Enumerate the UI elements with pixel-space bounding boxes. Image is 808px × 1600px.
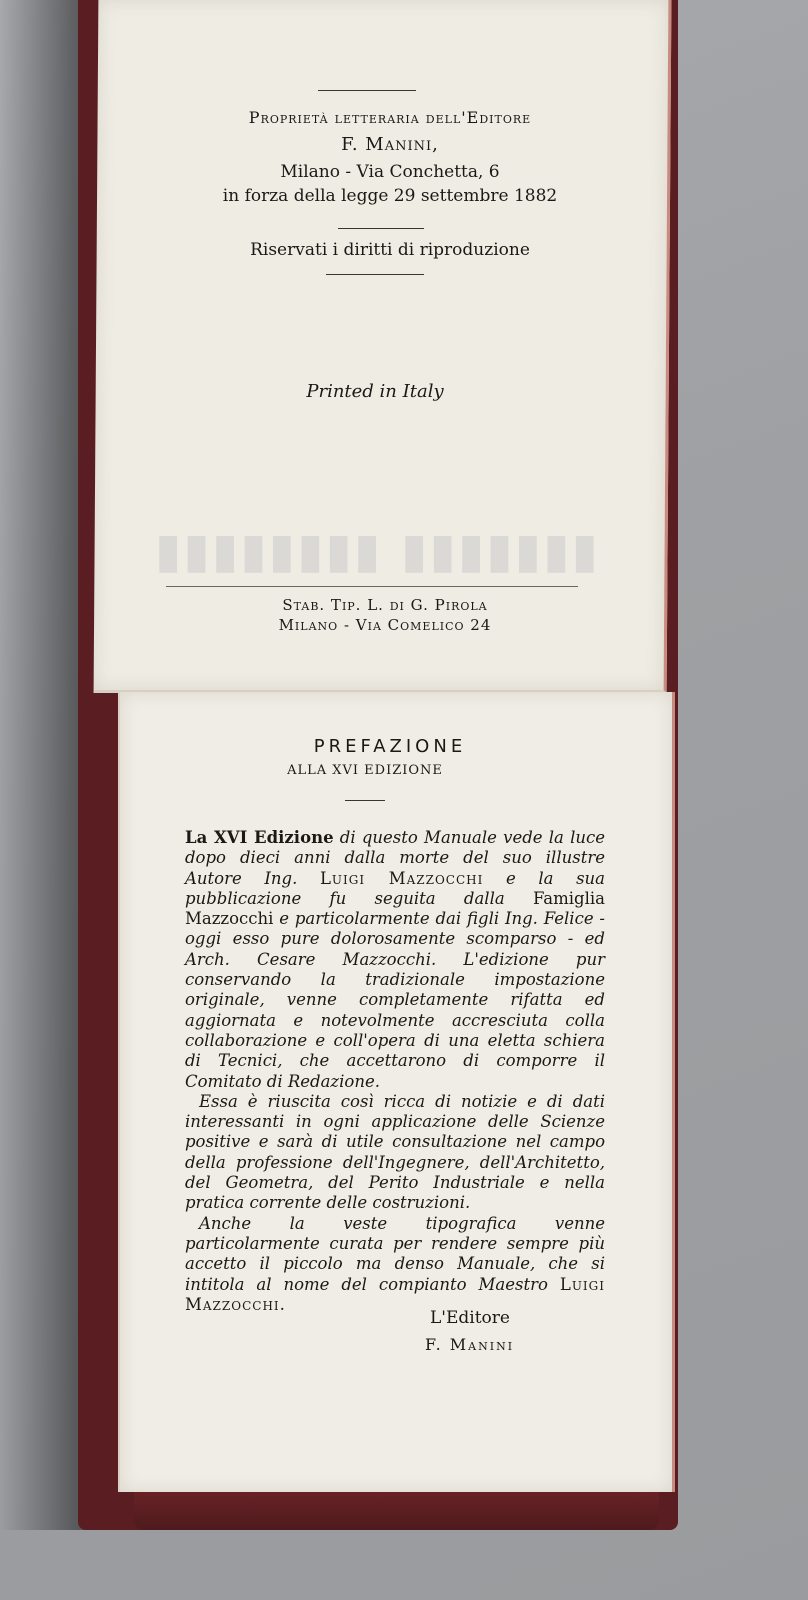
top-rule-3 [326, 274, 424, 275]
top-rule-4 [166, 586, 578, 587]
copyright-line-1: Proprietà letteraria dell'Editore [248, 108, 532, 127]
preface-paragraph-1: La XVI Edizione di questo Manuale vede la luce dopo dieci anni dalla morte del suo illustre Autore Ing. Luigi Mazzocchi e la sua pubblicazione fu seguita dalla Famiglia Mazzocchi e particolarmente dai figli Ing. Felice - oggi esso pure dolorosamente scomparso - ed Arch. Cesare Mazzocchi. L'edizione pur conservando la tradizionale impostazione originale, venne completamente rifatta ed aggiornata e notevolmente accresciuta colla collaborazione e coll'opera di una eletta schiera di Tecnici, che accettarono di comporre il Comitato di Redazione. [185, 828, 606, 1091]
top-rule-1 [318, 90, 416, 91]
author-name: Luigi Mazzocchi [319, 868, 484, 888]
preface-body [185, 828, 605, 1315]
top-page [94, 0, 672, 693]
book-cover-bottom-edge [134, 1490, 659, 1530]
printer-line-1: Stab. Tip. L. di G. Pirola [282, 596, 488, 614]
top-rule-2 [338, 228, 424, 229]
printed-line: Printed in Italy [306, 381, 444, 402]
preface-subtitle: ALLA XVI EDIZIONE [287, 763, 443, 778]
preface-paragraph-3: Anche la veste tipografica venne particolarmente curata per rendere sempre più accetto il piccolo ma denso Manuale, che si intitola al nome del compianto Maestro Luigi Mazzocchi. [185, 1213, 605, 1314]
preface-title: PREFAZIONE [313, 736, 467, 757]
signature-line-2: F. Manini [425, 1335, 515, 1354]
edition-lead: La XVI Edizione [185, 828, 334, 847]
signature-line-1: L'Editore [430, 1308, 510, 1328]
preface-rule [345, 800, 385, 801]
copyright-line-2: F. Manini, [341, 134, 439, 155]
address-line: Milano - Via Conchetta, 6 [280, 162, 500, 182]
printer-line-2: Milano - Via Comelico 24 [278, 616, 492, 634]
maestro-name: Luigi Mazzocchi. [185, 1274, 605, 1314]
rights-line: Riservati i diritti di riproduzione [250, 240, 530, 260]
preface-paragraph-2: Essa è riuscita così ricca di notizie e di dati interessanti in ogni applicazione delle Scienze positive e sarà di utile consultazione nel campo della professione dell'Ingegnere, dell'Architetto, del Geometra, del Perito Industriale e nella pratica corrente delle costruzioni. [185, 1091, 605, 1213]
famiglia-name: Famiglia Mazzocchi [185, 888, 605, 929]
law-line: in forza della legge 29 settembre 1882 [222, 186, 558, 206]
show-through-text: ▮▮▮▮▮▮▮▮ ▮▮▮▮▮▮▮ [155, 530, 600, 586]
